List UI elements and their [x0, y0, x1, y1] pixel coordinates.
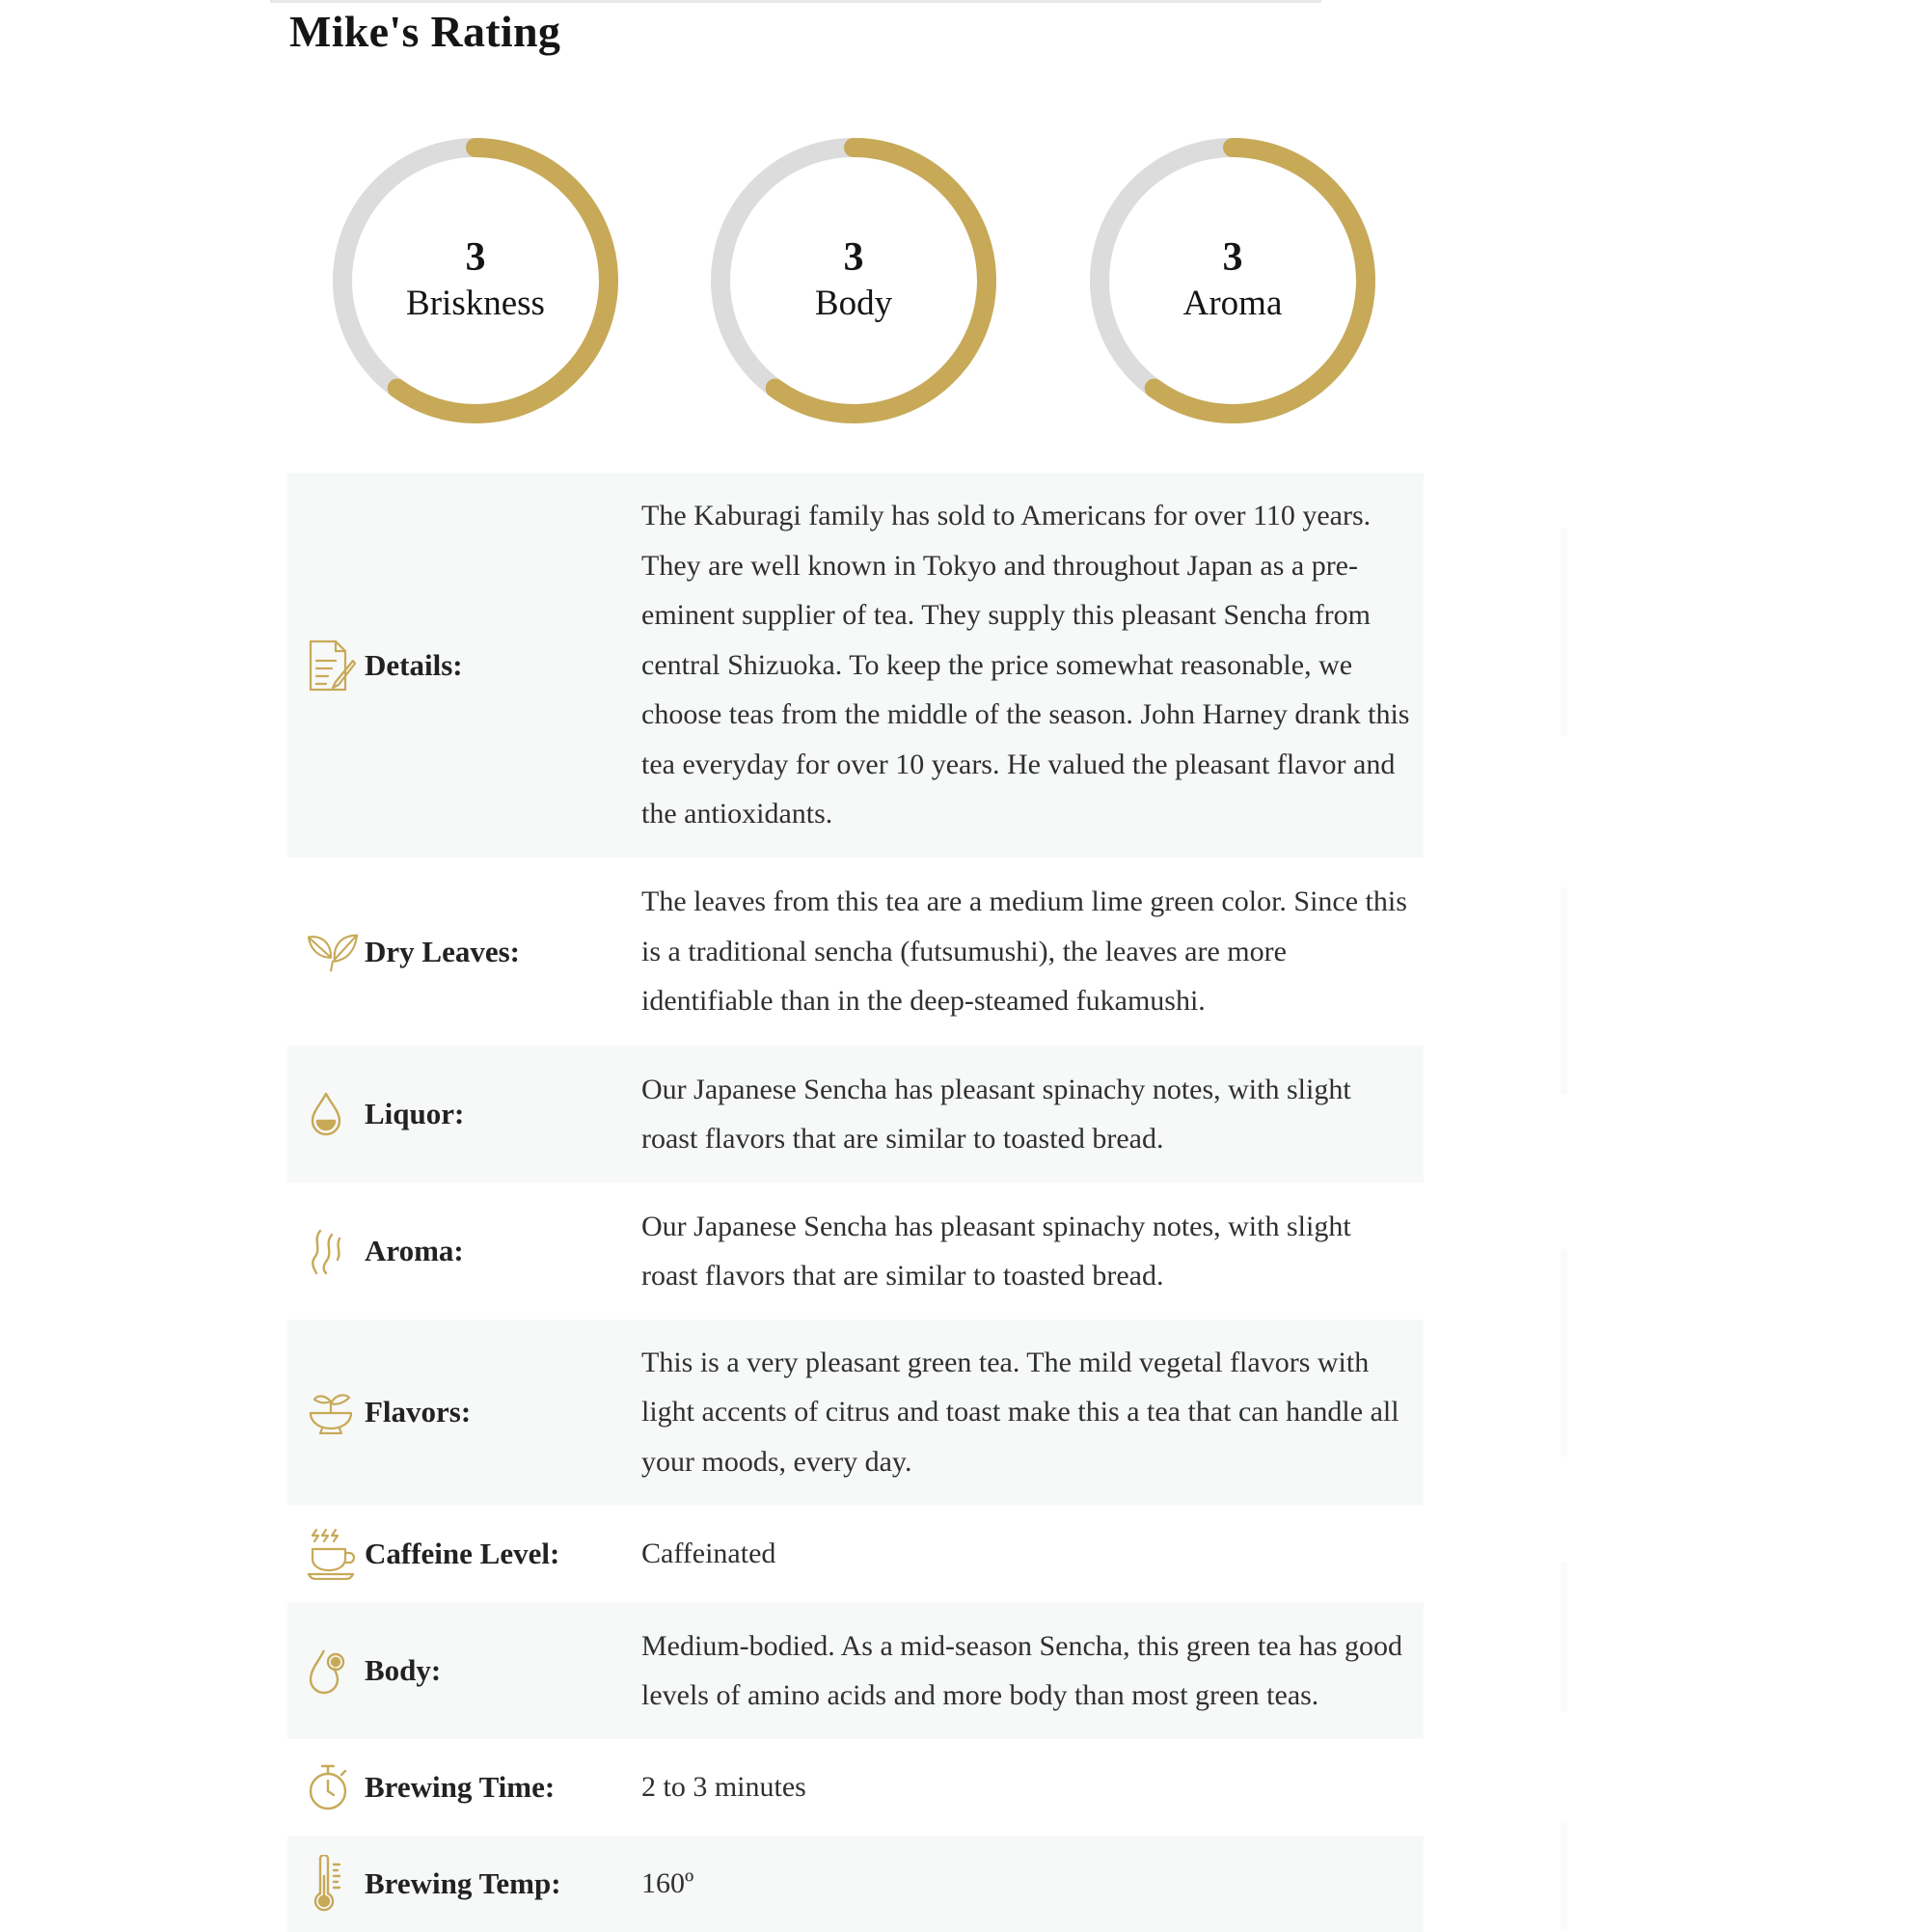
- droplet-icon: [307, 1088, 359, 1140]
- row-value: The leaves from this tea are a medium lime green color. Since this is a traditional sencha (futsumushi), the leaves are more identifiable than in the deep-steamed fukamushi.: [641, 885, 1407, 1018]
- row-label: Body:: [365, 1653, 442, 1687]
- table-row-brewing-time: [287, 1739, 1424, 1836]
- table-row-caffeine-level: [287, 1505, 1424, 1602]
- steam-icon: [307, 1225, 359, 1277]
- side-divider: [1561, 1249, 1567, 1456]
- row-label: Dry Leaves:: [365, 934, 520, 968]
- row-value: Caffeinated: [641, 1537, 776, 1569]
- top-divider: [270, 0, 1321, 3]
- side-divider: [1561, 1563, 1567, 1712]
- page-title: Mike's Rating: [289, 7, 561, 56]
- row-label: Flavors:: [365, 1395, 472, 1429]
- side-divider: [1561, 1823, 1567, 1929]
- rating-gauge-aroma: [1086, 134, 1379, 427]
- side-divider: [1561, 887, 1567, 1095]
- bowl-icon: [307, 1386, 359, 1438]
- row-value: This is a very pleasant green tea. The mild vegetal flavors with light accents of citrus and toast make this a tea that can handle all your moods, every day.: [641, 1346, 1399, 1478]
- row-label: Brewing Time:: [365, 1770, 556, 1804]
- stopwatch-icon: [307, 1761, 359, 1813]
- gauge-value: 3: [465, 235, 486, 280]
- row-value: Our Japanese Sencha has pleasant spinachy notes, with slight roast flavors that are similar to toasted bread.: [641, 1073, 1351, 1155]
- teacup-icon: [307, 1528, 359, 1580]
- side-divider: [1561, 529, 1567, 736]
- gauge-label: Aroma: [1182, 284, 1283, 323]
- table-row-aroma: [287, 1183, 1424, 1320]
- thermometer-icon: [307, 1858, 359, 1910]
- body-drop-icon: [307, 1645, 359, 1697]
- gauge-value: 3: [1222, 235, 1243, 280]
- row-value: 160º: [641, 1867, 694, 1900]
- gauge-label: Briskness: [406, 284, 545, 323]
- row-label: Liquor:: [365, 1097, 465, 1130]
- gauge-value: 3: [843, 235, 864, 280]
- row-value: 2 to 3 minutes: [641, 1771, 806, 1804]
- row-label: Aroma:: [365, 1234, 464, 1267]
- document-icon: [307, 639, 359, 692]
- row-value: Medium-bodied. As a mid-season Sencha, this green tea has good levels of amino acids and more body than most green teas.: [641, 1629, 1402, 1711]
- row-value: Our Japanese Sencha has pleasant spinachy notes, with slight roast flavors that are similar to toasted bread.: [641, 1210, 1351, 1292]
- leaves-icon: [307, 926, 359, 978]
- rating-gauge-body: [707, 134, 1000, 427]
- table-row-brewing-temp: [287, 1836, 1424, 1932]
- rating-gauge-briskness: [329, 134, 622, 427]
- table-row-liquor: [287, 1046, 1424, 1183]
- table-row-dry-leaves: [287, 857, 1424, 1046]
- table-row-flavors: [287, 1320, 1424, 1505]
- row-label: Brewing Temp:: [365, 1866, 561, 1900]
- row-label: Details:: [365, 647, 463, 682]
- table-row-details: [287, 473, 1424, 857]
- row-value: The Kaburagi family has sold to Americans for over 110 years. They are well known in Tokyo and throughout Japan as a pre-eminent supplier of tea. They supply this pleasant Sencha from central Shizuoka. To keep the price somewhat reasonable, we choose teas from the middle of the season. John Harney drank this tea everyday for over 10 years. He valued the pleasant flavor and the antioxidants.: [641, 500, 1410, 830]
- row-label: Caffeine Level:: [365, 1536, 560, 1570]
- tea-details-table: [287, 473, 1424, 1932]
- gauge-label: Body: [814, 284, 893, 323]
- table-row-body: [287, 1602, 1424, 1739]
